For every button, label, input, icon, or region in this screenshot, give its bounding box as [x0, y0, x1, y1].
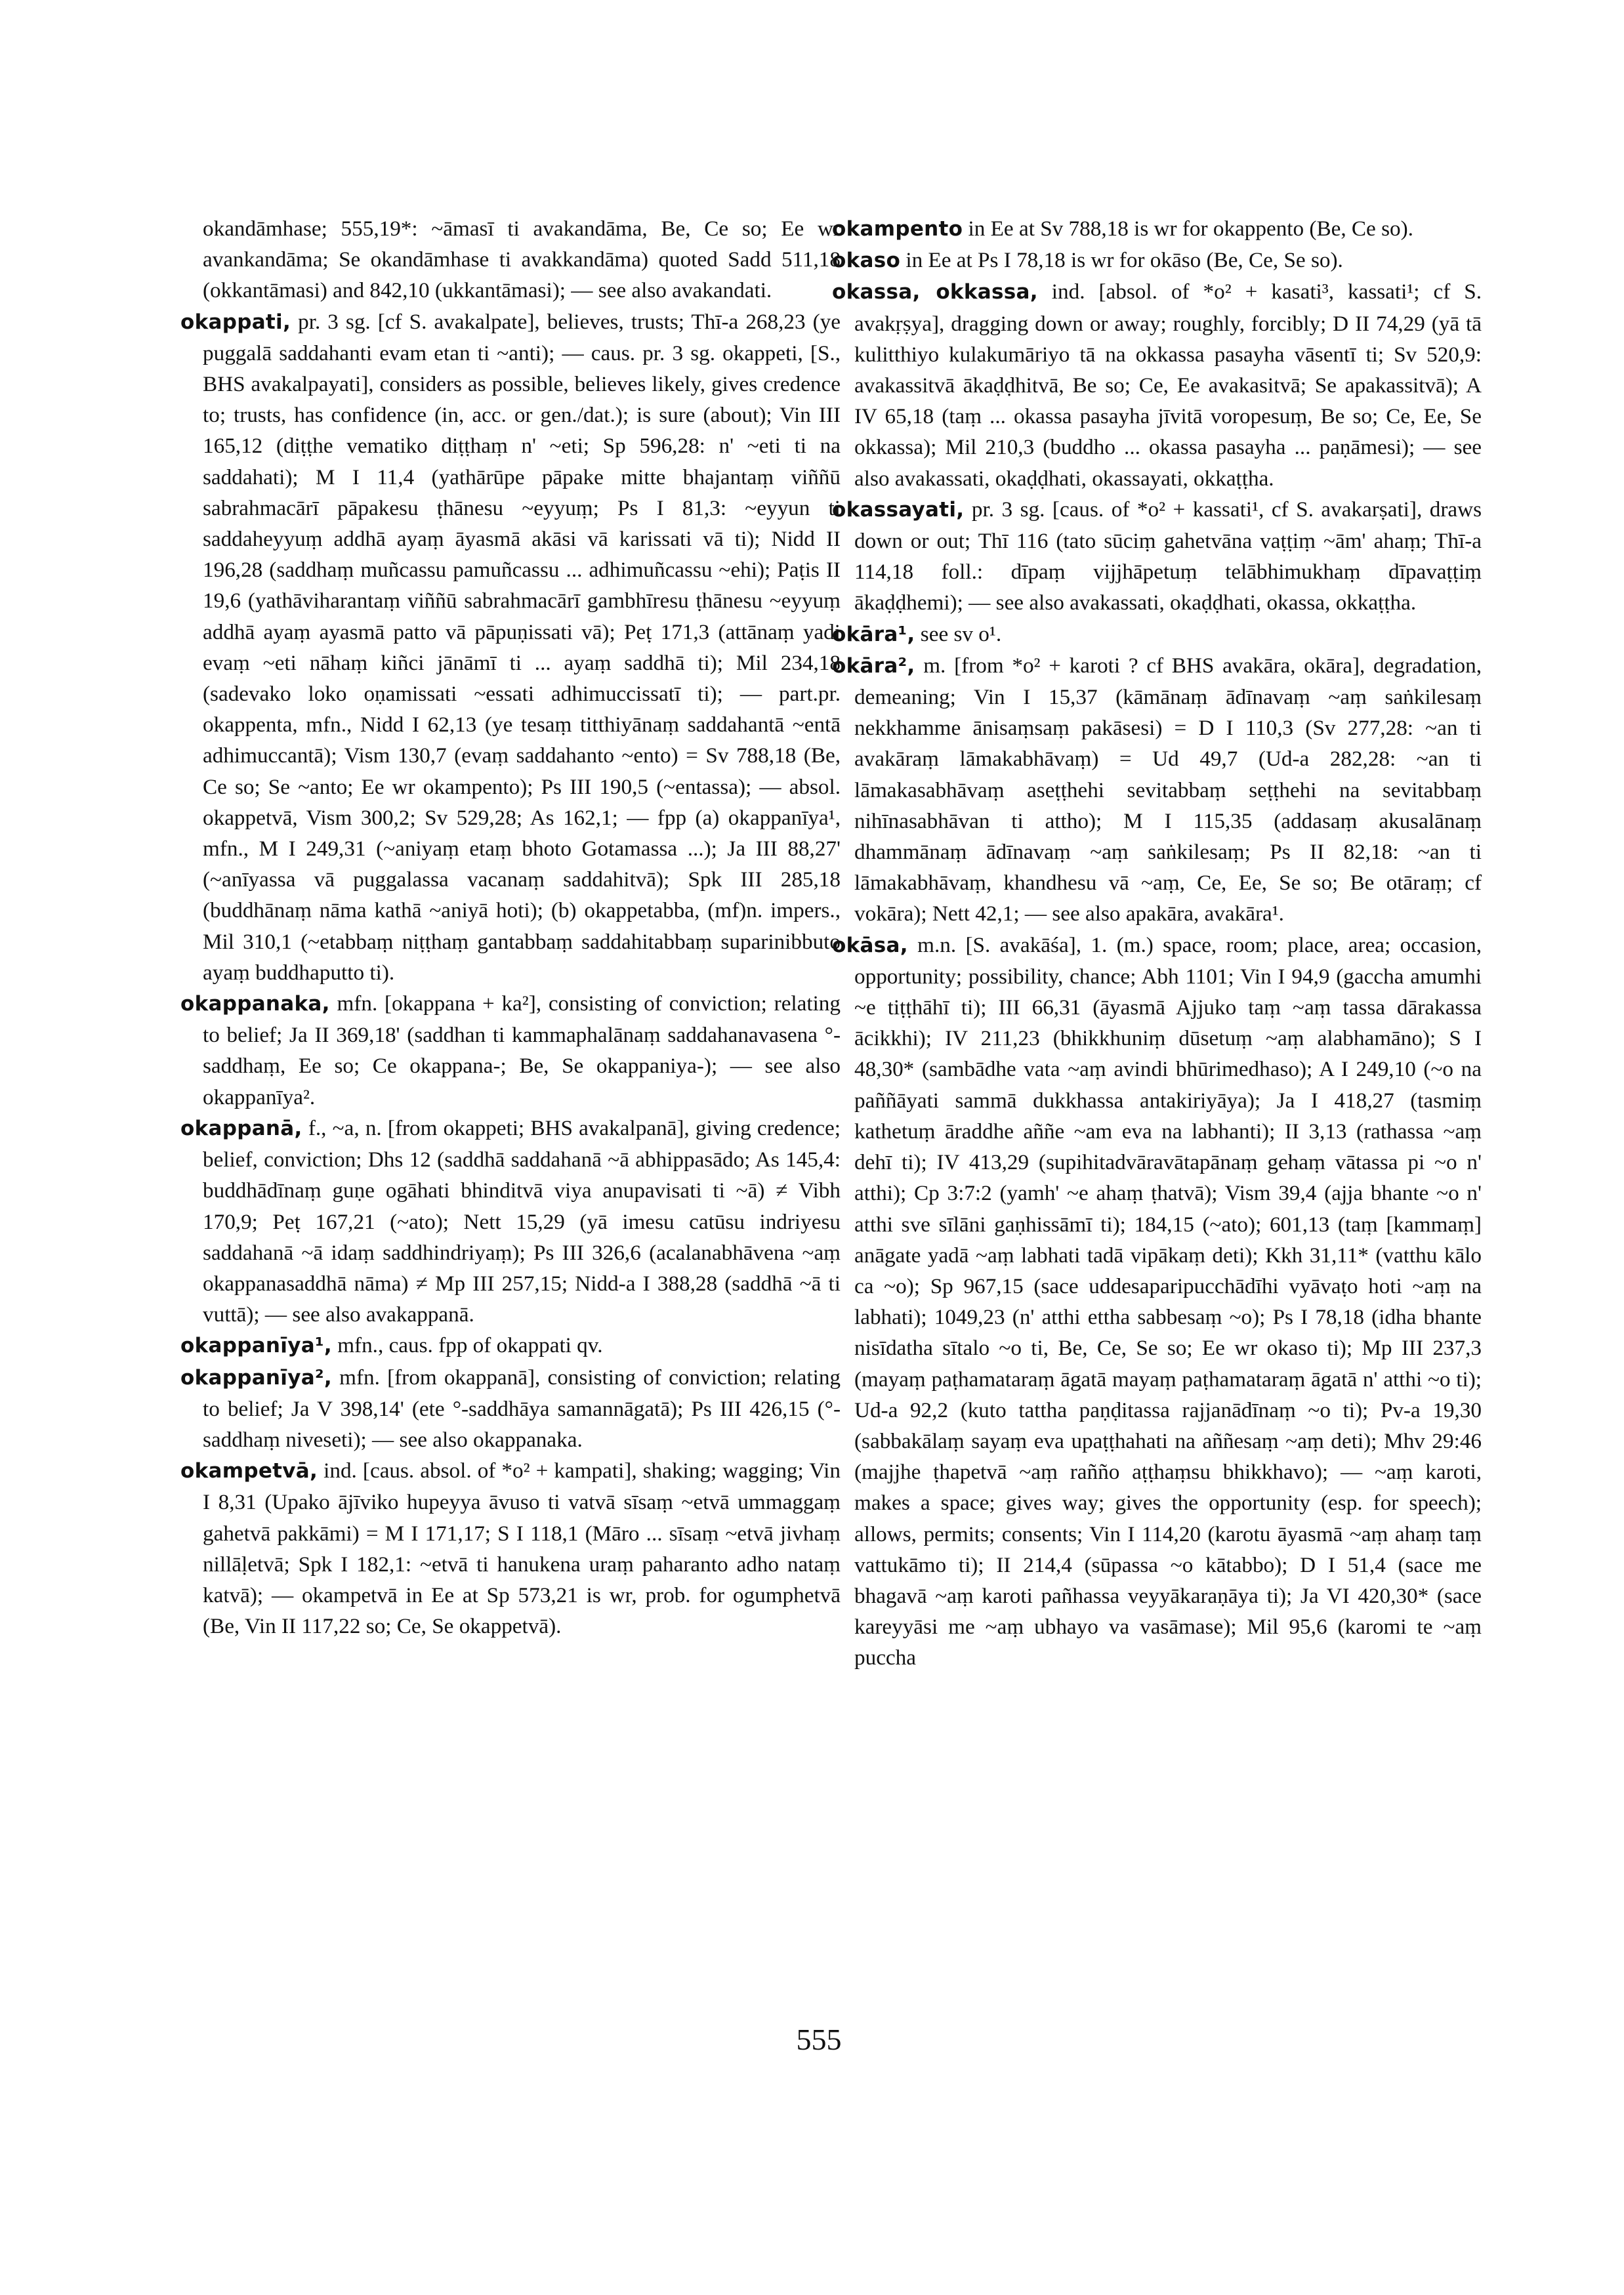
- entry: [832, 213, 1482, 245]
- headword: okappanīya¹,: [180, 1334, 332, 1358]
- headword: okappati,: [180, 310, 291, 334]
- headword: okāra¹,: [832, 622, 915, 646]
- entry-text: mfn., caus. fpp of okappati qv.: [337, 1333, 603, 1358]
- entry: [832, 930, 1482, 1674]
- entry: [180, 306, 841, 988]
- entry-text: m.n. [S. avakāśa], 1. (m.) space, room; place, area; occasion, opportunity; possibility, chance; Abh 1101; Vin I 94,9 (gaccha amumhi ~e tiṭṭhāhī ti); III 66,31 (āyasmā Ajjuko taṃ ~aṃ tassa dārakassa ācikkhi); IV 211,23 (bhikkhuniṃ dūsetuṃ ~aṃ alabhamāno); S I 48,30* (sambādhe vata ~aṃ avindi bhūrimedhaso); A I 249,10 (~o na paññāyati sammā dukkhassa antakiriyāya); Ja I 418,27 (tasmiṃ kathetuṃ āraddhe aññe ~am eva na labhanti); II 3,13 (rathassa ~aṃ dehī ti); IV 413,29 (supihitadvāravātapānaṃ gehaṃ vātassa pi ~o n' atthi); Cp 3:7:2 (yamh' ~e ahaṃ ṭhatvā); Vism 39,4 (ajja bhante ~o n' atthi sve sīlāni gaṇhissāmī ti); 184,15 (~ato); 601,13 (taṃ [kammaṃ] anāgate yadā ~aṃ labhati tadā vipākaṃ deti); Kkh 31,11* (vatthu kālo ca ~o); Sp 967,15 (sace uddesaparipucchādīhi vyāvaṭo hoti ~aṃ na labhati); 1049,23 (n' atthi ettha sabbesaṃ ~o); Ps I 78,18 (idha bhante nisīdatha sītalo ~o ti, Be, Ce, Se so; Ee wr okaso ti); Mp III 237,3 (mayaṃ paṭhamataraṃ āgatā mayaṃ paṭhamataraṃ āgatā n' atthi ~o ti); Ud-a 92,2 (kuto tattha paṇḍitassa rajjanādīnaṃ ~o ti); Pv-a 19,30 (sabbakālaṃ sayaṃ eva upaṭṭhahati na aññesaṃ ~aṃ deti); Mhv 29:46 (majjhe ṭhapetvā ~aṃ rañño aṭṭhaṃsu bhikkhavo); — ~aṃ karoti, makes a space; gives way; gives the opportunity (esp. for speech); allows, permits; consents; Vin I 114,20 (karotu āyasmā ~aṃ ahaṃ taṃ vattukāmo ti); II 214,4 (sūpassa ~o kātabbo); D I 51,4 (sace me bhagavā ~aṃ karoti pañhassa veyyākaraṇāya ti); Ja VI 420,30* (sace kareyyāsi me ~aṃ ubhayo va vasāmase); Mil 95,6 (karomi te ~aṃ puccha: [854, 932, 1482, 1670]
- entry: [180, 1362, 841, 1456]
- entry-text: pr. 3 sg. [cf S. avakalpate], believes, trusts; Thī-a 268,23 (ye puggalā saddahanti evam etan ti ~anti); — caus. pr. 3 sg. okappeti, [S., BHS avakalpayati], considers as possible, believes likely, gives credence to; trusts, has confidence (in, acc. or gen./dat.); is sure (about); Vin III 165,12 (diṭṭhe vematiko diṭṭhaṃ n' ~eti; Sp 596,28: n' ~eti ti na saddahati); M I 11,4 (yathārūpe pāpake mitte bhajantaṃ viññū sabrahmacārī pāpakesu ṭhānesu ~eyyuṃ; Ps I 81,3: ~eyyun ti saddaheyyuṃ addhā ayaṃ āyasmā akāsi vā karissati vā ti); Nidd II 196,28 (saddhaṃ muñcassu pamuñcassu ... adhimuñcassu ~ehi); Paṭis II 19,6 (yathāviharantaṃ viññū sabrahmacārī gambhīresu ṭhānesu ~eyyuṃ addhā ayaṃ ayasmā patto vā pāpuṇissati vā); Peṭ 171,3 (attānaṃ yadi evaṃ ~eti nāhaṃ kiñci jānāmī ti ... ayaṃ saddhā ti); Mil 234,18 (sadevako loko oṇamissati ~essati adhimuccissatī ti); — part.pr. okappenta, mfn., Nidd I 62,13 (ye tesaṃ titthiyānaṃ saddahantā ~entā adhimuccantā); Vism 130,7 (evaṃ saddahanto ~ento) = Sv 788,18 (Be, Ce so; Se ~anto; Ee wr okampento); Ps III 190,5 (~entassa); — absol. okappetvā, Vism 300,2; Sv 529,28; As 162,1; — fpp (a) okappanīya¹, mfn., M I 249,31 (~aniyaṃ etaṃ bhoto Gotamassa ...); Ja III 88,27' (~anīyassa vā puggalassa vacanaṃ saddahitvā); Spk III 285,18 (buddhānaṃ nāma kathā ~aniyā hoti); (b) okappetabba, (mf)n. impers., Mil 310,1 (~etabbaṃ niṭṭhaṃ gantabbaṃ saddahitabbaṃ suparinibbuto ayaṃ buddhaputto ti).: [203, 309, 841, 985]
- headword: okappanā,: [180, 1116, 302, 1140]
- entry-text: in Ee at Sv 788,18 is wr for okappento (Be, Ce so).: [968, 217, 1413, 241]
- entry-text: f., ~a, n. [from okappeti; BHS avakalpanā], giving credence; belief, conviction; Dhs 12 (saddhā saddahanā ~ā abhippasādo; As 145,4: buddhādīnaṃ guṇe ogāhati bhinditvā viya anupavisati ti ~ā) ≠ Vibh 170,9; Peṭ 167,21 (~ato); Nett 15,29 (yā imesu catūsu indriyesu saddahanā ~ā idaṃ saddhindriyaṃ); Ps III 326,6 (acalanabhāvena ~aṃ okappanasaddhā nāma) ≠ Mp III 257,15; Nidd-a I 388,28 (saddhā ~ā ti vuttā); — see also avakappanā.: [203, 1115, 841, 1327]
- right-column: [832, 213, 1482, 1674]
- entry: [832, 494, 1482, 619]
- entry-text: in Ee at Ps I 78,18 is wr for okāso (Be, Ce, Se so).: [906, 248, 1343, 273]
- entry: [832, 276, 1482, 493]
- page-number: 555: [796, 2023, 842, 2056]
- entry: [180, 1113, 841, 1330]
- headword: okappanīya²,: [180, 1365, 332, 1390]
- entry-text: okandāmhase; 555,19*: ~āmasī ti avakandāma, Be, Ce so; Ee wr avankandāma; Se okandāmhase ti avakkandāma) quoted Sadd 511,18 (okkantāmasi) and 842,10 (ukkantāmasi); — see also avakandati.: [203, 217, 841, 303]
- left-column: [180, 213, 841, 1642]
- entry-text: pr. 3 sg. [caus. of *o² + kassati¹, cf S. avakarṣati], draws down or out; Thī 116 (tato sūciṃ gahetvāna vaṭṭiṃ ~ām' ahaṃ; Thī-a 114,18 foll.: dīpaṃ vijjhāpetuṃ telābhimukhaṃ dīpavaṭṭiṃ ākaḍḍhemi); — see also avakassati, okaḍḍhati, okassa, okkaṭṭha.: [854, 497, 1482, 615]
- headword: okassayati,: [832, 497, 965, 522]
- entry-text: ind. [absol. of *o² + kasati³, kassati¹; cf S. avakṛṣya], dragging down or away; roughly, forcibly; D II 74,29 (yā tā kulitthiyo kulakumāriyo tā na okkassa pasayha vāsentī ti; Sv 520,9: avakassitvā ākaḍḍhitvā, Be so; Ce, Ee avakasitvā; Se apakassitvā); A IV 65,18 (taṃ ... okassa pasayha jīvitā voropesuṃ, Be so; Ce, Ee, Se okkassa); Mil 210,3 (buddho ... okassa pasayha ... paṇāmesi); — see also avakassati, okaḍḍhati, okassayati, okkaṭṭha.: [854, 279, 1482, 491]
- headword: okassa, okkassa,: [832, 280, 1038, 304]
- headword: okāsa,: [832, 933, 908, 957]
- entry: [180, 988, 841, 1113]
- headword: okampetvā,: [180, 1459, 318, 1483]
- entry: [832, 619, 1482, 650]
- entry: [180, 1455, 841, 1642]
- entry-text: mfn. [from okappanā], consisting of conviction; relating to belief; Ja V 398,14' (ete °-saddhāya samannāgatā); Ps III 426,15 (°-saddhaṃ niveseti); — see also okappanaka.: [203, 1365, 841, 1452]
- entry-text: see sv o¹.: [920, 621, 1002, 646]
- headword: okampento: [832, 217, 963, 241]
- headword: okāra²,: [832, 653, 915, 678]
- entry: [832, 245, 1482, 276]
- headword: okappanaka,: [180, 992, 330, 1016]
- headword: okaso: [832, 249, 901, 273]
- entry-text: mfn. [okappana + ka²], consisting of conviction; relating to belief; Ja II 369,18' (saddhan ti kammaphalānaṃ saddahanavasena °-saddhaṃ, Ee so; Ce okappana-; Be, Se okappaniya-); — see also okappanīya².: [203, 991, 841, 1109]
- entry-text: ind. [caus. absol. of *o² + kampati], shaking; wagging; Vin I 8,31 (Upako ājīviko hupeyya āvuso ti vatvā sīsaṃ ~etvā ummaggaṃ gahetvā pakkāmi) = M I 171,17; S I 118,1 (Māro ... sīsaṃ ~etvā jivhaṃ nillāḷetvā; Spk I 182,1: ~etvā ti hanukena uraṃ paharanto adho nataṃ katvā); — okampetvā in Ee at Sp 573,21 is wr, prob. for ogumphetvā (Be, Vin II 117,22 so; Ce, Se okappetvā).: [203, 1458, 841, 1639]
- entry: [832, 650, 1482, 930]
- entry: [180, 213, 841, 306]
- entry: [180, 1330, 841, 1361]
- entry-text: m. [from *o² + karoti ? cf BHS avakāra, okāra], degradation, demeaning; Vin I 15,37 (kāmānaṃ ādīnavaṃ ~aṃ saṅkilesaṃ nekkhamme ānisaṃsaṃ pakāsesi) = D I 110,3 (Sv 277,28: ~an ti avakāraṃ lāmakabhāvaṃ) = Ud 49,7 (Ud-a 282,28: ~an ti lāmakasabhāvaṃ aseṭṭhehi sevitabbaṃ seṭṭhehi na sevitabbaṃ nihīnasabhāvan ti attho); M I 115,35 (addasaṃ akusalānaṃ dhammānaṃ ādīnavaṃ ~aṃ saṅkilesaṃ; Ps II 82,18: ~an ti lāmakabhāvaṃ, khandhesu vā ~aṃ, Ce, Ee, Se so; Be otāraṃ; cf vokāra); Nett 42,1; — see also apakāra, avakāra¹.: [854, 653, 1482, 926]
